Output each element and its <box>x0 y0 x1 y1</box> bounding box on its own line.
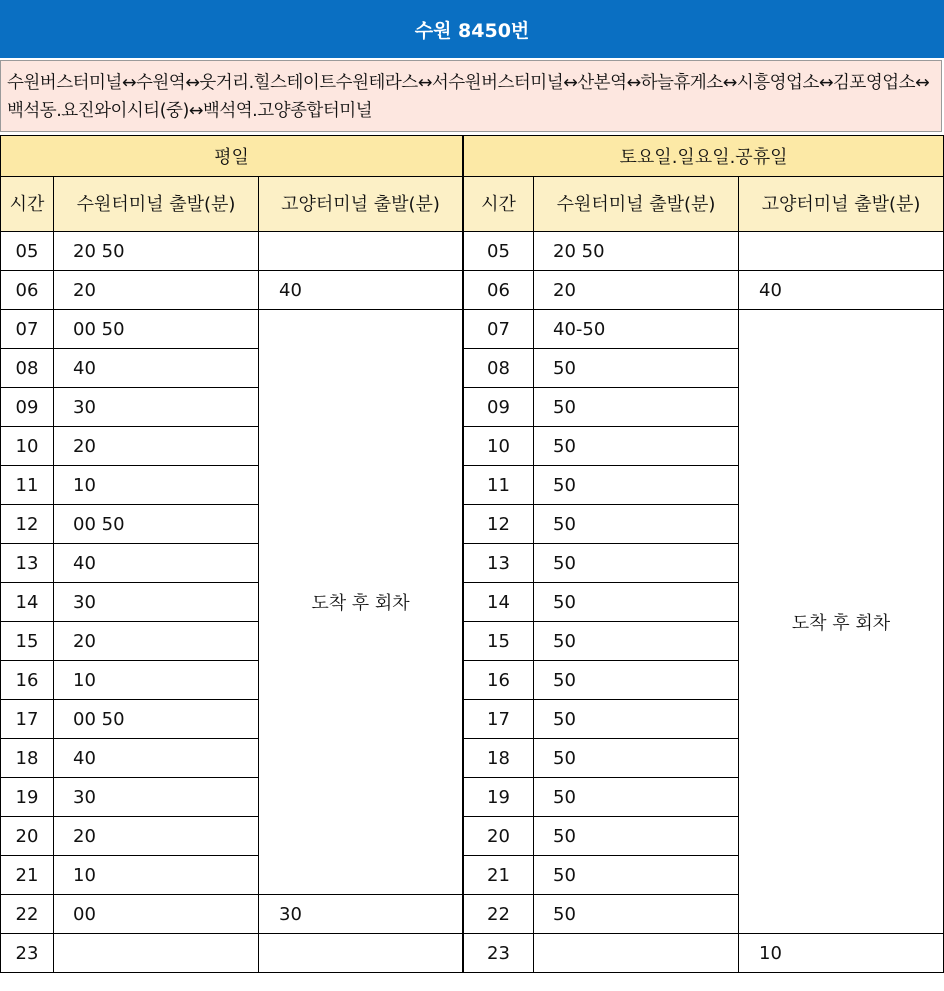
suwon-departure-cell: 00 50 <box>54 310 259 349</box>
hour-cell: 14 <box>464 583 534 622</box>
goyang-departure-cell: 10 <box>739 934 944 973</box>
goyang-departure-cell: 40 <box>259 271 463 310</box>
weekend-label: 토요일.일요일.공휴일 <box>464 136 944 177</box>
suwon-departure-cell: 40 <box>54 349 259 388</box>
hour-cell: 16 <box>1 661 54 700</box>
weekday-col-time: 시간 <box>1 177 54 232</box>
hour-cell: 22 <box>464 895 534 934</box>
hour-cell: 19 <box>464 778 534 817</box>
goyang-departure-cell: 40 <box>739 271 944 310</box>
weekday-col-suwon: 수원터미널 출발(분) <box>54 177 259 232</box>
hour-cell: 23 <box>464 934 534 973</box>
hour-cell: 08 <box>464 349 534 388</box>
weekend-table-body <box>464 136 944 973</box>
goyang-departure-cell <box>259 232 463 271</box>
hour-cell: 18 <box>464 739 534 778</box>
hour-cell: 20 <box>1 817 54 856</box>
weekday-header-row <box>1 136 463 177</box>
hour-cell: 17 <box>464 700 534 739</box>
title-text: 수원 8450번 <box>414 19 530 42</box>
table-row <box>464 232 944 271</box>
hour-cell: 16 <box>464 661 534 700</box>
suwon-departure-cell: 20 50 <box>534 232 739 271</box>
table-row <box>1 934 463 973</box>
hour-cell: 13 <box>464 544 534 583</box>
suwon-departure-cell <box>54 934 259 973</box>
hour-cell: 21 <box>464 856 534 895</box>
suwon-departure-cell: 50 <box>534 778 739 817</box>
hour-cell: 07 <box>464 310 534 349</box>
weekday-column-header-row <box>1 177 463 232</box>
weekend-col-suwon: 수원터미널 출발(분) <box>534 177 739 232</box>
hour-cell: 23 <box>1 934 54 973</box>
hour-cell: 17 <box>1 700 54 739</box>
weekday-timetable <box>0 135 463 973</box>
suwon-departure-cell: 20 <box>54 271 259 310</box>
suwon-departure-cell: 50 <box>534 466 739 505</box>
suwon-departure-cell: 40 <box>54 739 259 778</box>
hour-cell: 15 <box>464 622 534 661</box>
suwon-departure-cell: 50 <box>534 739 739 778</box>
goyang-departure-cell: 30 <box>259 895 463 934</box>
suwon-departure-cell: 50 <box>534 544 739 583</box>
suwon-departure-cell: 50 <box>534 505 739 544</box>
suwon-departure-cell: 50 <box>534 349 739 388</box>
weekend-col-goyang: 고양터미널 출발(분) <box>739 177 944 232</box>
table-row <box>1 271 463 310</box>
suwon-departure-cell: 40 <box>54 544 259 583</box>
table-row <box>464 310 944 349</box>
weekend-column-header-row <box>464 177 944 232</box>
suwon-departure-cell: 00 50 <box>54 505 259 544</box>
suwon-departure-cell: 50 <box>534 700 739 739</box>
hour-cell: 12 <box>1 505 54 544</box>
suwon-departure-cell: 10 <box>54 661 259 700</box>
hour-cell: 14 <box>1 583 54 622</box>
weekend-header-row <box>464 136 944 177</box>
hour-cell: 10 <box>464 427 534 466</box>
suwon-departure-cell: 50 <box>534 583 739 622</box>
suwon-departure-cell: 50 <box>534 661 739 700</box>
return-after-arrival-note: 도착 후 회차 <box>259 310 463 895</box>
hour-cell: 12 <box>464 505 534 544</box>
suwon-departure-cell: 20 <box>54 622 259 661</box>
hour-cell: 06 <box>464 271 534 310</box>
goyang-departure-cell <box>259 934 463 973</box>
suwon-departure-cell: 50 <box>534 622 739 661</box>
table-row <box>1 232 463 271</box>
table-row <box>1 310 463 349</box>
weekday-col-goyang: 고양터미널 출발(분) <box>259 177 463 232</box>
suwon-departure-cell: 20 50 <box>54 232 259 271</box>
goyang-departure-cell <box>739 232 944 271</box>
hour-cell: 21 <box>1 856 54 895</box>
hour-cell: 06 <box>1 271 54 310</box>
weekday-label: 평일 <box>1 136 463 177</box>
suwon-departure-cell: 30 <box>54 778 259 817</box>
table-row <box>464 271 944 310</box>
hour-cell: 22 <box>1 895 54 934</box>
suwon-departure-cell: 40-50 <box>534 310 739 349</box>
suwon-departure-cell: 50 <box>534 817 739 856</box>
suwon-departure-cell <box>534 934 739 973</box>
suwon-departure-cell: 30 <box>54 388 259 427</box>
hour-cell: 20 <box>464 817 534 856</box>
hour-cell: 11 <box>464 466 534 505</box>
suwon-departure-cell: 50 <box>534 388 739 427</box>
hour-cell: 15 <box>1 622 54 661</box>
hour-cell: 09 <box>1 388 54 427</box>
suwon-departure-cell: 00 50 <box>54 700 259 739</box>
hour-cell: 11 <box>1 466 54 505</box>
suwon-departure-cell: 10 <box>54 466 259 505</box>
hour-cell: 19 <box>1 778 54 817</box>
suwon-departure-cell: 20 <box>54 817 259 856</box>
route-description: 수원버스터미널↔수원역↔웃거리.힐스테이트수원테라스↔서수원버스터미널↔산본역↔하늘휴게소↔시흥영업소↔김포영업소↔백석동.요진와이시티(중)↔백석역.고양종합터미널 <box>0 60 942 132</box>
suwon-departure-cell: 50 <box>534 427 739 466</box>
suwon-departure-cell: 20 <box>534 271 739 310</box>
weekend-col-time: 시간 <box>464 177 534 232</box>
suwon-departure-cell: 50 <box>534 895 739 934</box>
hour-cell: 07 <box>1 310 54 349</box>
hour-cell: 09 <box>464 388 534 427</box>
table-row <box>464 934 944 973</box>
page-title <box>0 0 944 58</box>
weekday-table-body <box>1 136 463 973</box>
suwon-departure-cell: 50 <box>534 856 739 895</box>
suwon-departure-cell: 00 <box>54 895 259 934</box>
suwon-departure-cell: 10 <box>54 856 259 895</box>
hour-cell: 13 <box>1 544 54 583</box>
hour-cell: 18 <box>1 739 54 778</box>
weekend-timetable <box>463 135 944 973</box>
hour-cell: 08 <box>1 349 54 388</box>
suwon-departure-cell: 30 <box>54 583 259 622</box>
hour-cell: 10 <box>1 427 54 466</box>
hour-cell: 05 <box>464 232 534 271</box>
table-row <box>1 895 463 934</box>
hour-cell: 05 <box>1 232 54 271</box>
return-after-arrival-note: 도착 후 회차 <box>739 310 944 934</box>
suwon-departure-cell: 20 <box>54 427 259 466</box>
